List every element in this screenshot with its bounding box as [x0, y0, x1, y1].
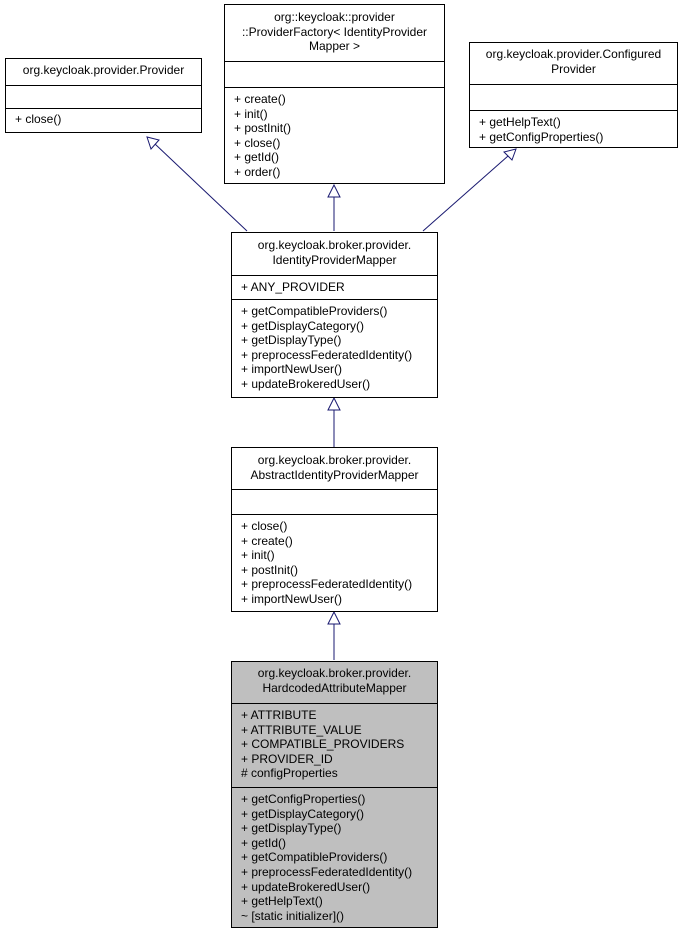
- method-item: + preprocessFederatedIdentity(): [241, 577, 413, 592]
- method-item: + create(): [234, 92, 286, 106]
- class-title: [232, 662, 437, 703]
- methods-section: [232, 514, 437, 611]
- class-title-line: org.keycloak.broker.provider.: [257, 666, 412, 680]
- method-item: + getConfigProperties(): [241, 792, 366, 806]
- class-title: [470, 43, 677, 84]
- method-item: + preprocessFederatedIdentity(): [241, 347, 413, 362]
- methods-section: [225, 87, 444, 183]
- method-item: + updateBrokeredUser(): [241, 376, 371, 391]
- method-item: + getId(): [234, 150, 280, 165]
- method-item: + importNewUser(): [241, 591, 343, 606]
- class-title-line: Provider: [551, 61, 596, 76]
- method-item: + postInit(): [241, 562, 299, 577]
- method-item: + updateBrokeredUser(): [241, 879, 371, 894]
- class-title: [225, 5, 444, 61]
- method-item: + getDisplayType(): [241, 333, 342, 348]
- method-item: + importNewUser(): [241, 362, 343, 377]
- class-title-line: org.keycloak.provider.Configured: [485, 47, 662, 61]
- methods-section: [232, 299, 437, 397]
- method-item: + getDisplayCategory(): [241, 318, 365, 333]
- attribute-item: + ATTRIBUTE: [241, 708, 317, 722]
- method-item: + close(): [241, 519, 288, 533]
- edge-abstract-mapper-to-hardcoded-mapper: [328, 612, 340, 660]
- class-title-line: ::ProviderFactory< IdentityProvider: [241, 24, 428, 39]
- class-title-line: org.keycloak.broker.provider.: [257, 238, 412, 252]
- class-title: [232, 448, 437, 489]
- class-box-provider[interactable]: [5, 58, 202, 133]
- attributes-section: [232, 703, 437, 787]
- method-item: + init(): [234, 106, 268, 121]
- method-item: + preprocessFederatedIdentity(): [241, 864, 413, 879]
- attributes-section: [225, 61, 444, 87]
- class-box-hardcoded-attribute-mapper[interactable]: [231, 661, 438, 928]
- class-title-line: org.keycloak.provider.Provider: [22, 63, 185, 77]
- edge-identity-provider-mapper-to-abstract-mapper: [328, 398, 340, 447]
- attributes-section: [6, 85, 201, 108]
- method-item: + postInit(): [234, 121, 292, 136]
- method-item: + getDisplayType(): [241, 821, 342, 836]
- attributes-section: [470, 84, 677, 110]
- method-item: + getId(): [241, 835, 287, 850]
- class-box-abstract-identity-provider-mapper[interactable]: [231, 447, 438, 612]
- methods-section: [232, 787, 437, 927]
- inheritance-arrowhead: [328, 612, 340, 624]
- attribute-item: + ANY_PROVIDER: [241, 280, 345, 294]
- inheritance-arrowhead: [328, 398, 340, 410]
- class-title: [6, 59, 201, 85]
- attribute-item: + COMPATIBLE_PROVIDERS: [241, 737, 405, 752]
- method-item: + getDisplayCategory(): [241, 806, 365, 821]
- attributes-section: [232, 275, 437, 299]
- edge-provider-factory-to-identity-provider-mapper: [328, 185, 340, 231]
- class-title-line: org.keycloak.broker.provider.: [257, 453, 412, 467]
- class-title-line: org::keycloak::provider: [274, 10, 395, 24]
- class-title-line: Mapper >: [308, 39, 361, 54]
- method-item: + close(): [234, 135, 281, 150]
- method-item: + getCompatibleProviders(): [241, 304, 388, 318]
- attributes-section: [232, 489, 437, 514]
- method-item: + getConfigProperties(): [479, 129, 604, 144]
- method-item: ~ [static initializer](): [241, 908, 345, 923]
- class-title: [232, 233, 437, 275]
- method-item: + create(): [241, 533, 293, 548]
- class-title-line: HardcodedAttributeMapper: [262, 680, 407, 695]
- class-box-configured-provider[interactable]: [469, 42, 678, 148]
- methods-section: [470, 110, 677, 147]
- method-item: + getHelpText(): [479, 115, 561, 129]
- method-item: + close(): [15, 112, 62, 126]
- method-item: + getCompatibleProviders(): [241, 850, 388, 865]
- class-title-line: AbstractIdentityProviderMapper: [250, 467, 419, 482]
- method-item: + init(): [241, 548, 275, 563]
- class-title-line: IdentityProviderMapper: [272, 252, 397, 267]
- method-item: + order(): [234, 164, 281, 179]
- class-box-provider-factory[interactable]: [224, 4, 445, 184]
- attribute-item: # configProperties: [241, 766, 338, 781]
- method-item: + getHelpText(): [241, 894, 323, 909]
- attribute-item: + ATTRIBUTE_VALUE: [241, 722, 362, 737]
- class-box-identity-provider-mapper[interactable]: [231, 232, 438, 398]
- methods-section: [6, 108, 201, 132]
- attribute-item: + PROVIDER_ID: [241, 751, 333, 766]
- inheritance-arrowhead: [147, 137, 159, 149]
- inheritance-arrowhead: [328, 185, 340, 197]
